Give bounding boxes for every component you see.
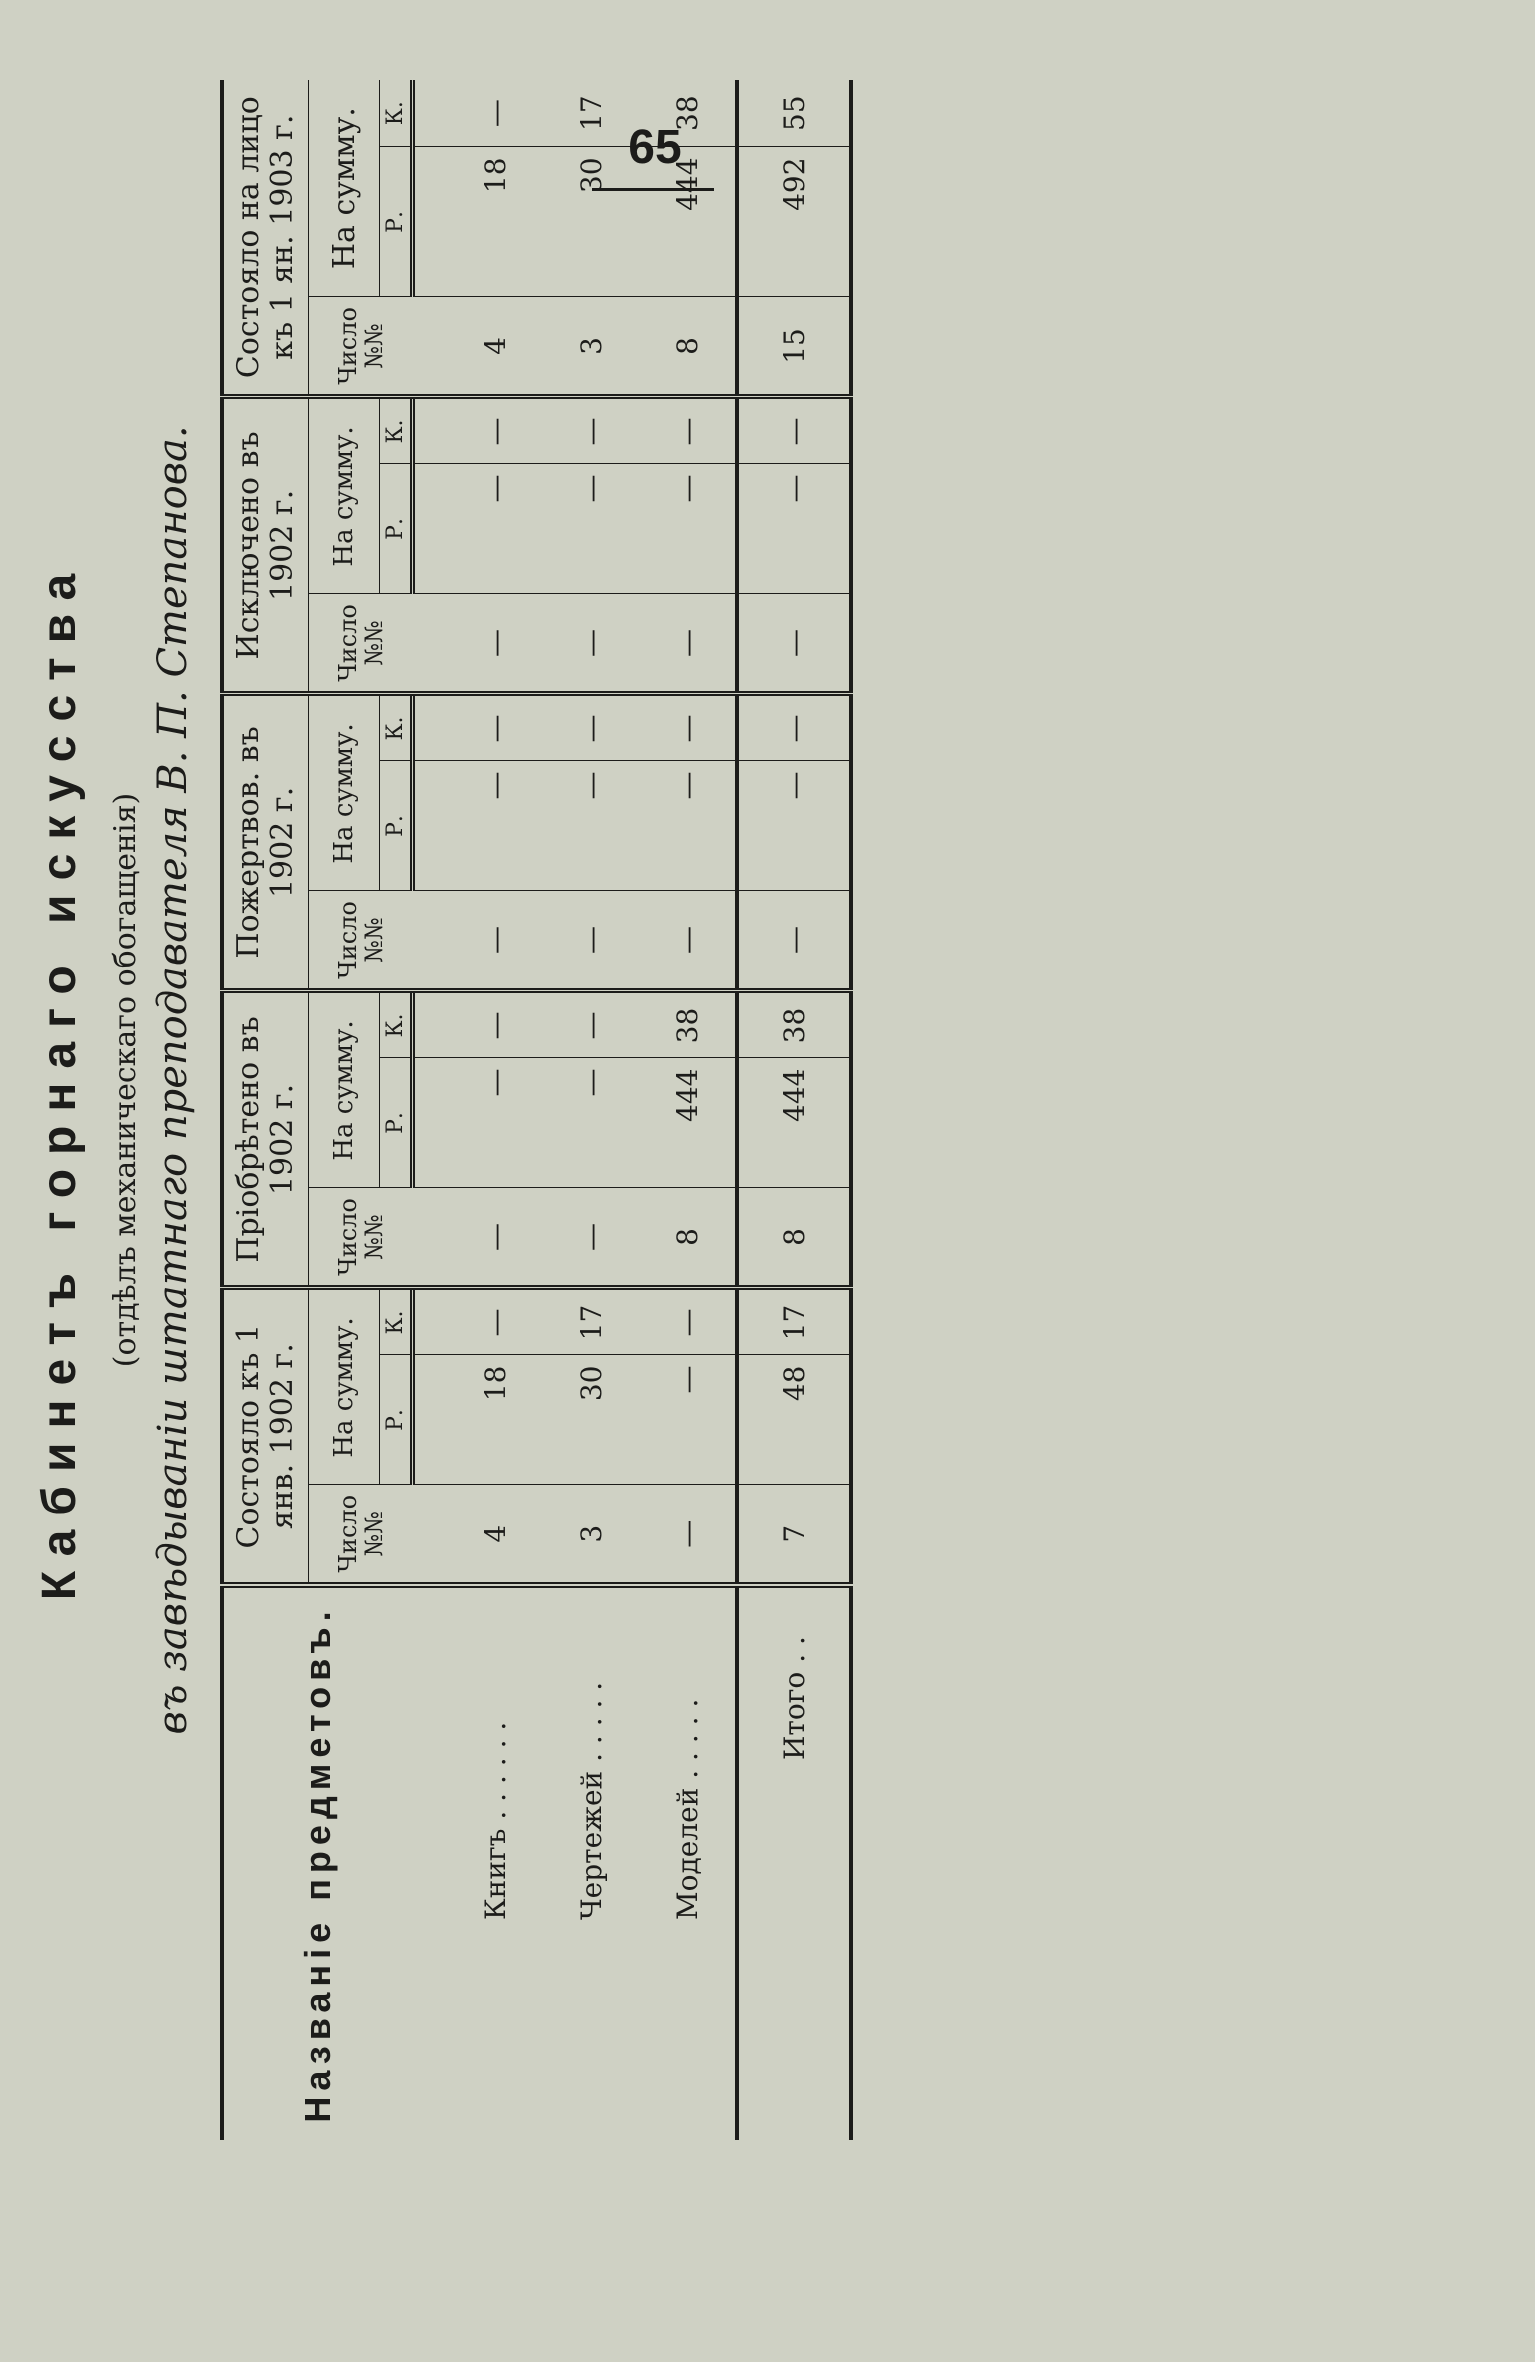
count-cell: 8 (639, 1188, 737, 1288)
header-count: Число №№ (309, 297, 413, 397)
header-group: Пожертвов. въ 1902 г. (222, 694, 309, 991)
header-rub: Р. (380, 1058, 413, 1188)
total-label: Итого . . (737, 1585, 851, 2140)
rub-cell: — (447, 1058, 543, 1188)
kop-cell: — (639, 694, 737, 761)
header-group: Состояло къ 1 янв. 1902 г. (222, 1288, 309, 1585)
count-cell: — (543, 891, 639, 991)
count-cell: — (447, 1188, 543, 1288)
rub-cell: 30 (543, 1355, 639, 1485)
kop-cell: — (543, 991, 639, 1058)
kop-cell: 55 (737, 80, 851, 147)
header-count: Число №№ (309, 594, 413, 694)
count-cell: 8 (737, 1188, 851, 1288)
rub-cell: 444 (737, 1058, 851, 1188)
header-sum: На сумму. (309, 80, 380, 297)
kop-cell: 17 (543, 80, 639, 147)
table-row (447, 80, 543, 2140)
count-cell: — (447, 891, 543, 991)
rub-cell: — (639, 1355, 737, 1485)
header-count: Число №№ (309, 1485, 413, 1585)
count-cell: — (639, 594, 737, 694)
kop-cell: — (447, 694, 543, 761)
header-kop: К. (380, 80, 413, 147)
item-name: Чертежей . . . . . (543, 1585, 639, 2140)
count-cell: — (543, 1188, 639, 1288)
page-number: 65 (628, 121, 682, 174)
count-cell: 7 (737, 1485, 851, 1585)
count-cell: 4 (447, 1485, 543, 1585)
count-cell: — (639, 891, 737, 991)
count-cell: 3 (543, 1485, 639, 1585)
count-cell: — (639, 1485, 737, 1585)
header-name: Названіе предметовъ. (222, 1585, 413, 2140)
rub-cell: — (543, 464, 639, 594)
kop-cell: — (639, 397, 737, 464)
count-cell: 3 (543, 297, 639, 397)
header-kop: К. (380, 397, 413, 464)
count-cell: — (447, 594, 543, 694)
kop-cell: — (543, 694, 639, 761)
count-cell: 15 (737, 297, 851, 397)
count-cell: — (737, 891, 851, 991)
header-sum: На сумму. (309, 694, 380, 891)
rub-cell: 492 (737, 147, 851, 297)
item-name: Книгъ . . . . . . (447, 1585, 543, 2140)
header-kop: К. (380, 1288, 413, 1355)
document-subtitle: (отдѣлъ механическаго обогащенія) (108, 792, 143, 1368)
kop-cell: — (737, 694, 851, 761)
header-rub: Р. (380, 464, 413, 594)
header-rub: Р. (380, 147, 413, 297)
rub-cell: 48 (737, 1355, 851, 1485)
rub-cell: — (737, 464, 851, 594)
header-group: Пріобрѣтено въ 1902 г. (222, 991, 309, 1288)
header-group: Состояло на лицо къ 1 ян. 1903 г. (222, 80, 309, 397)
count-cell: — (737, 594, 851, 694)
header-kop: К. (380, 694, 413, 761)
kop-cell: 38 (639, 80, 737, 147)
header-sum: На сумму. (309, 991, 380, 1188)
header-group: Исключено въ 1902 г. (222, 397, 309, 694)
header-sum: На сумму. (309, 1288, 380, 1485)
rub-cell: — (447, 464, 543, 594)
count-cell: — (543, 594, 639, 694)
rub-cell: 30 (543, 147, 639, 297)
header-rub: Р. (380, 1355, 413, 1485)
kop-cell: — (737, 397, 851, 464)
kop-cell: 17 (737, 1288, 851, 1355)
rub-cell: 18 (447, 1355, 543, 1485)
rub-cell: 18 (447, 147, 543, 297)
rub-cell: 444 (639, 1058, 737, 1188)
rub-cell: — (543, 1058, 639, 1188)
rub-cell: 444 (639, 147, 737, 297)
rub-cell: — (639, 464, 737, 594)
header-count: Число №№ (309, 891, 413, 991)
kop-cell: — (447, 1288, 543, 1355)
total-row (737, 80, 851, 2140)
rotated-content (20, 0, 1320, 2160)
header-kop: К. (380, 991, 413, 1058)
kop-cell: 38 (737, 991, 851, 1058)
table-row (543, 80, 639, 2140)
rub-cell: — (639, 761, 737, 891)
kop-cell: 17 (543, 1288, 639, 1355)
header-rub: Р. (380, 761, 413, 891)
count-cell: 4 (447, 297, 543, 397)
count-cell: 8 (639, 297, 737, 397)
document-title: Кабинетъ горнаго искусства (33, 559, 86, 1601)
kop-cell: 38 (639, 991, 737, 1058)
table-row (639, 80, 737, 2140)
rub-cell: — (543, 761, 639, 891)
kop-cell: — (447, 80, 543, 147)
kop-cell: — (639, 1288, 737, 1355)
header-sum: На сумму. (309, 397, 380, 594)
rub-cell: — (447, 761, 543, 891)
kop-cell: — (447, 991, 543, 1058)
kop-cell: — (543, 397, 639, 464)
rub-cell: — (737, 761, 851, 891)
spacer-cell (413, 1585, 448, 2140)
header-count: Число №№ (309, 1188, 413, 1288)
item-name: Моделей . . . . . (639, 1585, 737, 2140)
kop-cell: — (447, 397, 543, 464)
supervisor-line: въ завѣдываніи штатнаго преподавателя В. П. Степанова. (150, 425, 196, 1735)
inventory-table (220, 80, 853, 2140)
